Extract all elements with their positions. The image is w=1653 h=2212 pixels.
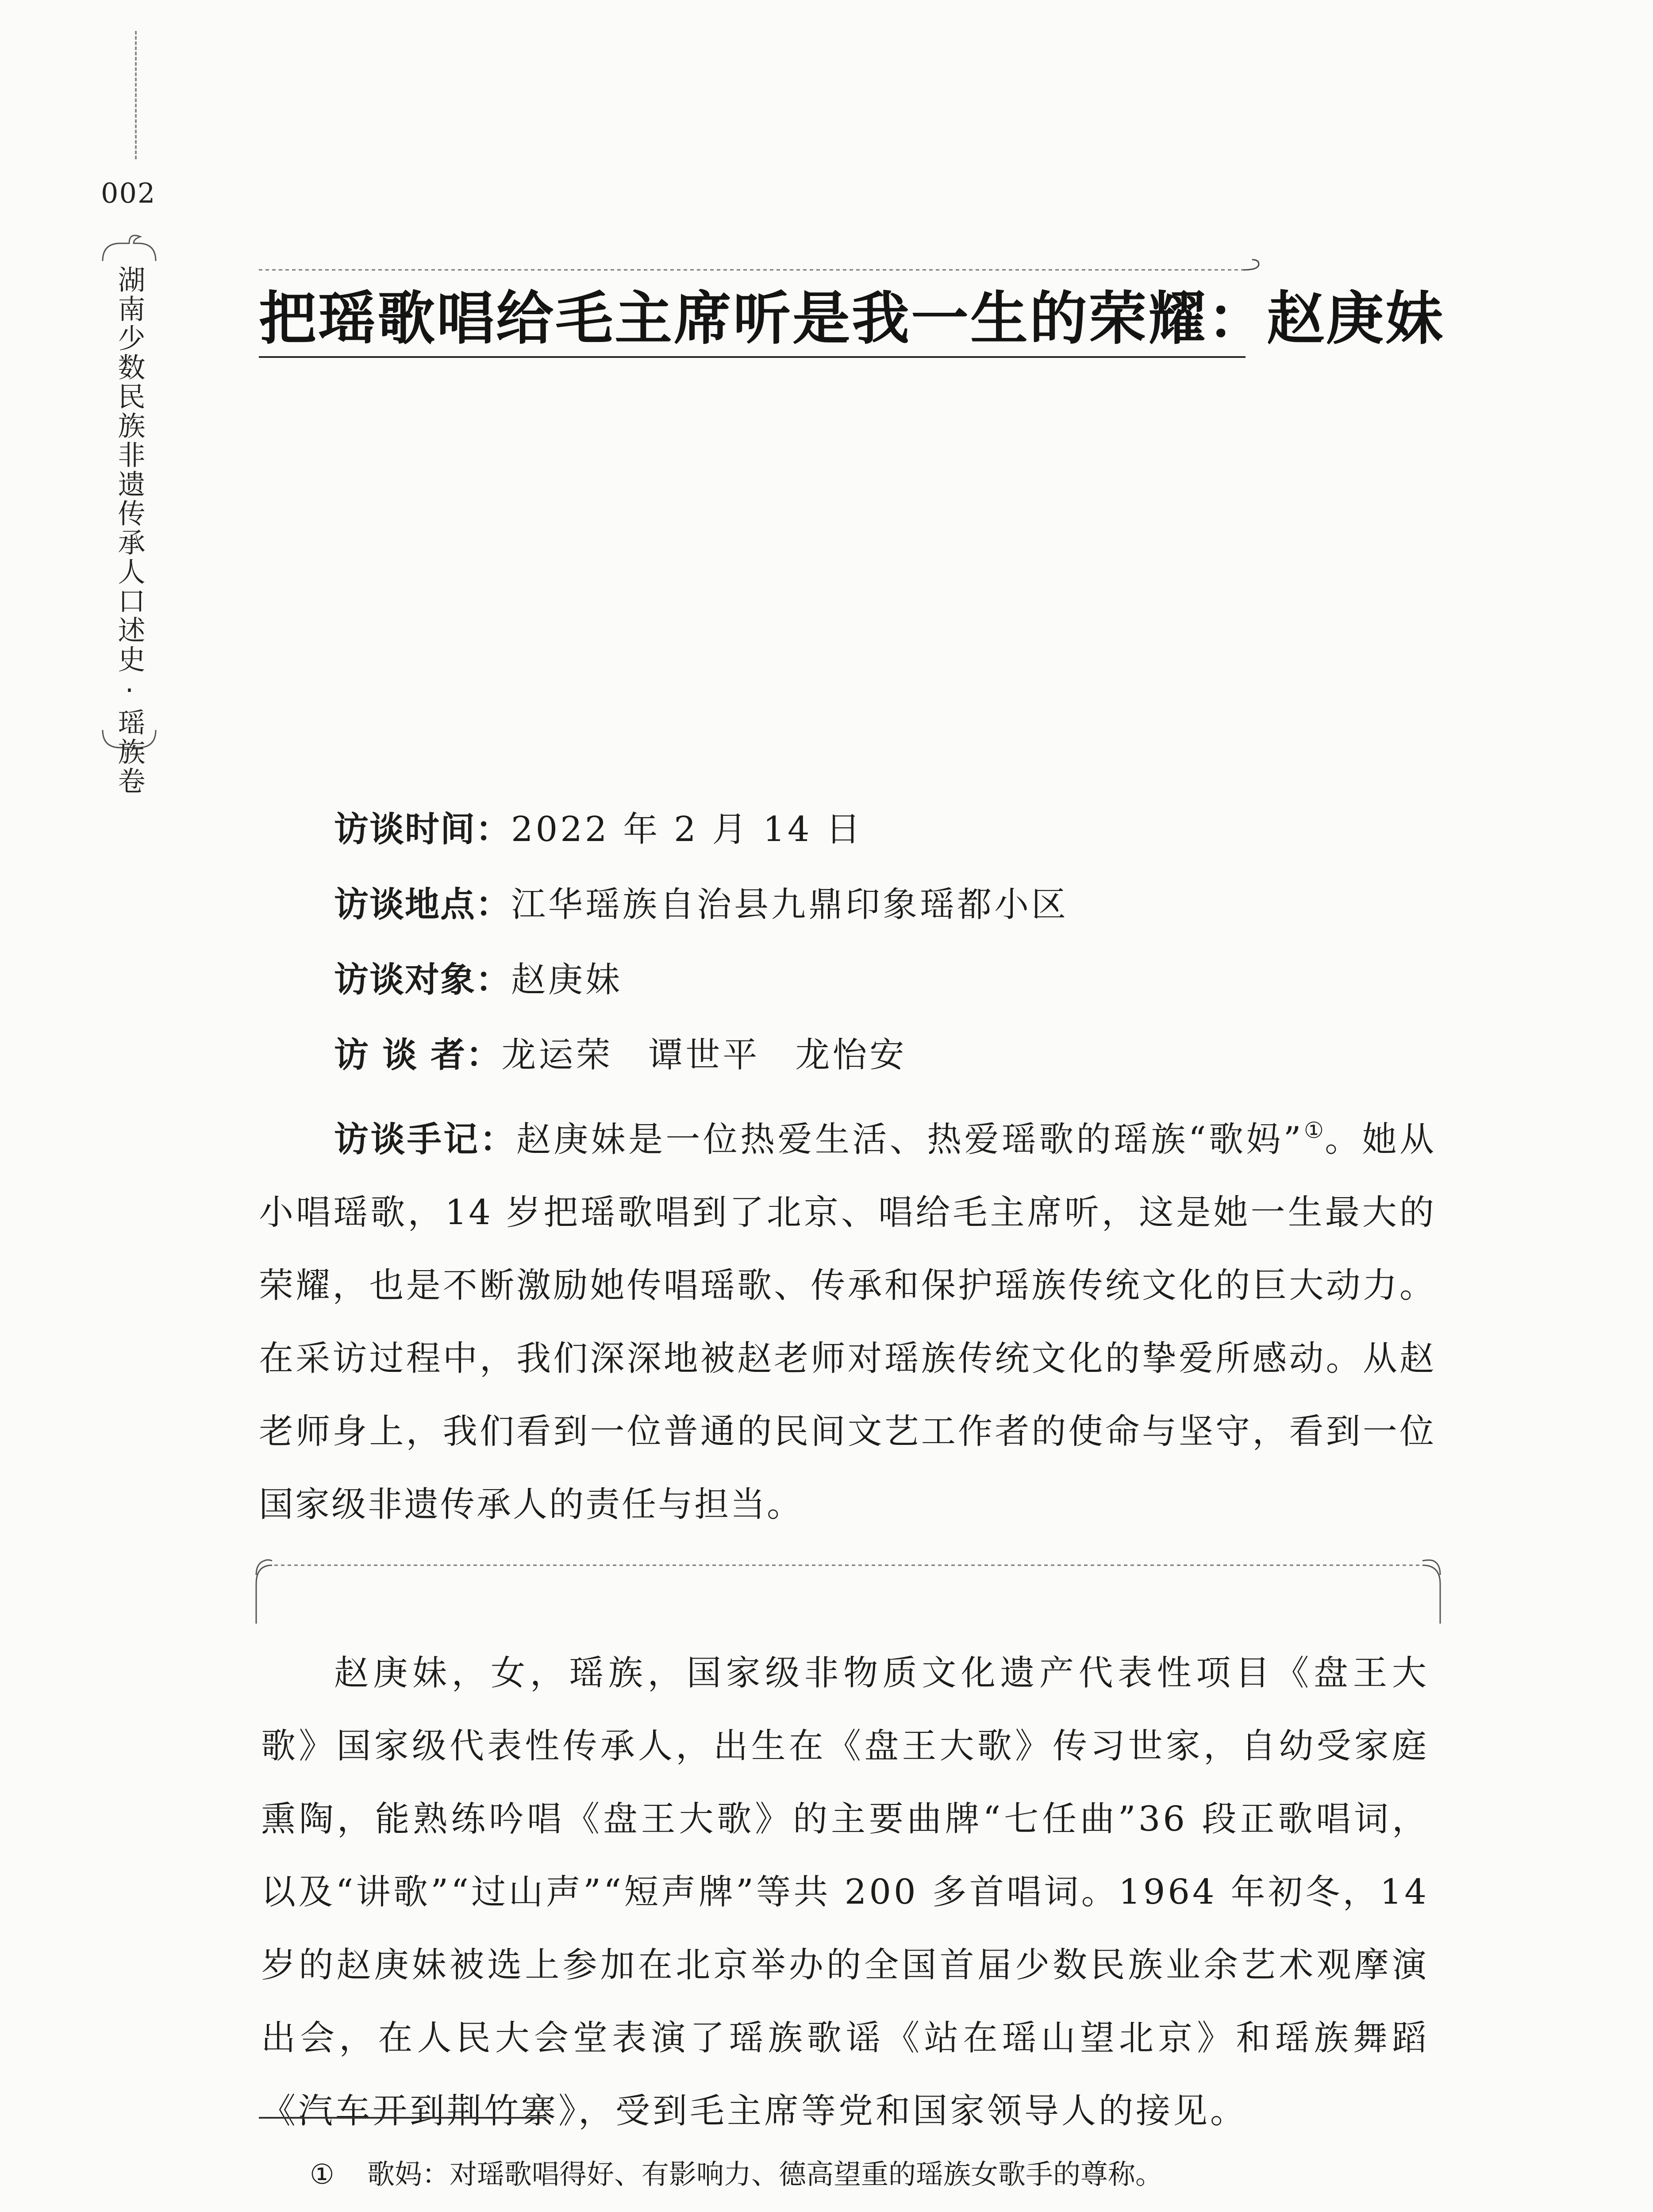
footnote-text: 歌妈：对瑶歌唱得好、有影响力、德高望重的瑶族女歌手的尊称。 [367, 2158, 1163, 2190]
notes-text: 赵庚妹是一位热爱生活、热爱瑶歌的瑶族“歌妈” [516, 1120, 1303, 1160]
meta-value: 赵庚妹 [511, 960, 623, 1000]
meta-row-place [334, 869, 1440, 945]
meta-label: 访谈地点： [334, 885, 511, 925]
bio-box-frame [254, 1557, 1445, 1628]
notes-text: 。她从小唱瑶歌，14 岁把瑶歌唱到了北京、唱给毛主席听，这是她一生最大的荣耀，也是不断激励她传唱瑶歌、传承和保护瑶族传统文化的巨大动力。在采访过程中，我们深深地被赵老师对瑶族传统文化的挚爱所感动。从赵老师身上，我们看到一位普通的民间文艺工作者的使命与坚守，看到一位国家级非遗传承人的责任与担当。 [259, 1120, 1436, 1525]
meta-row-interviewers [334, 1020, 1440, 1095]
interviewer-name: 谭世平 [648, 1035, 760, 1075]
meta-label: 访 谈 者： [334, 1035, 502, 1075]
notes-label: 访谈手记： [334, 1120, 516, 1160]
footnote-mark: ① [310, 2158, 334, 2190]
interview-meta [334, 794, 1440, 1095]
meta-row-time [334, 794, 1440, 869]
biography-paragraph: 赵庚妹，女，瑶族，国家级非物质文化遗产代表性项目《盘王大歌》国家级代表性传承人，出生在《盘王大歌》传习世家，自幼受家庭熏陶，能熟练吟唱《盘王大歌》的主要曲牌“七任曲”36 段正歌唱词，以及“讲歌”“过山声”“短声牌”等共 200 多首唱词。1964 年初冬，14 岁的赵庚妹被选上参加在北京举办的全国首届少数民族业余艺术观摩演出会，在人民大会堂表演了瑶族歌谣《站在瑶山望北京》和瑶族舞蹈《汽车开到荆竹寨》，受到毛主席等党和国家领导人的接见。 [261, 1653, 1429, 2131]
chapter-title: 把瑶歌唱给毛主席听是我一生的荣耀：赵庚妹 [259, 285, 1445, 352]
title-bottom-rule [259, 356, 1246, 358]
interview-notes [259, 1094, 1436, 1541]
title-top-rule [259, 259, 1263, 276]
meta-label: 访谈时间： [334, 810, 511, 849]
meta-value: 2022 年 2 月 14 日 [511, 810, 863, 849]
meta-value: 江华瑶族自治县九鼎印象瑶都小区 [511, 885, 1069, 925]
meta-label: 访谈对象： [334, 960, 511, 1000]
footnote-marker[interactable]: ① [1303, 1118, 1325, 1143]
page-number: 002 [101, 177, 156, 209]
interviewer-name: 龙运荣 [501, 1035, 613, 1075]
running-book-title: 湖南少数民族非遗传承人口述史·瑶族卷 [113, 265, 146, 796]
spine-dashed-line [135, 31, 137, 159]
meta-row-subject [334, 945, 1440, 1020]
footnote [310, 2154, 1372, 2194]
interviewer-name: 龙怡安 [795, 1035, 907, 1075]
footnote-rule [259, 2117, 546, 2119]
